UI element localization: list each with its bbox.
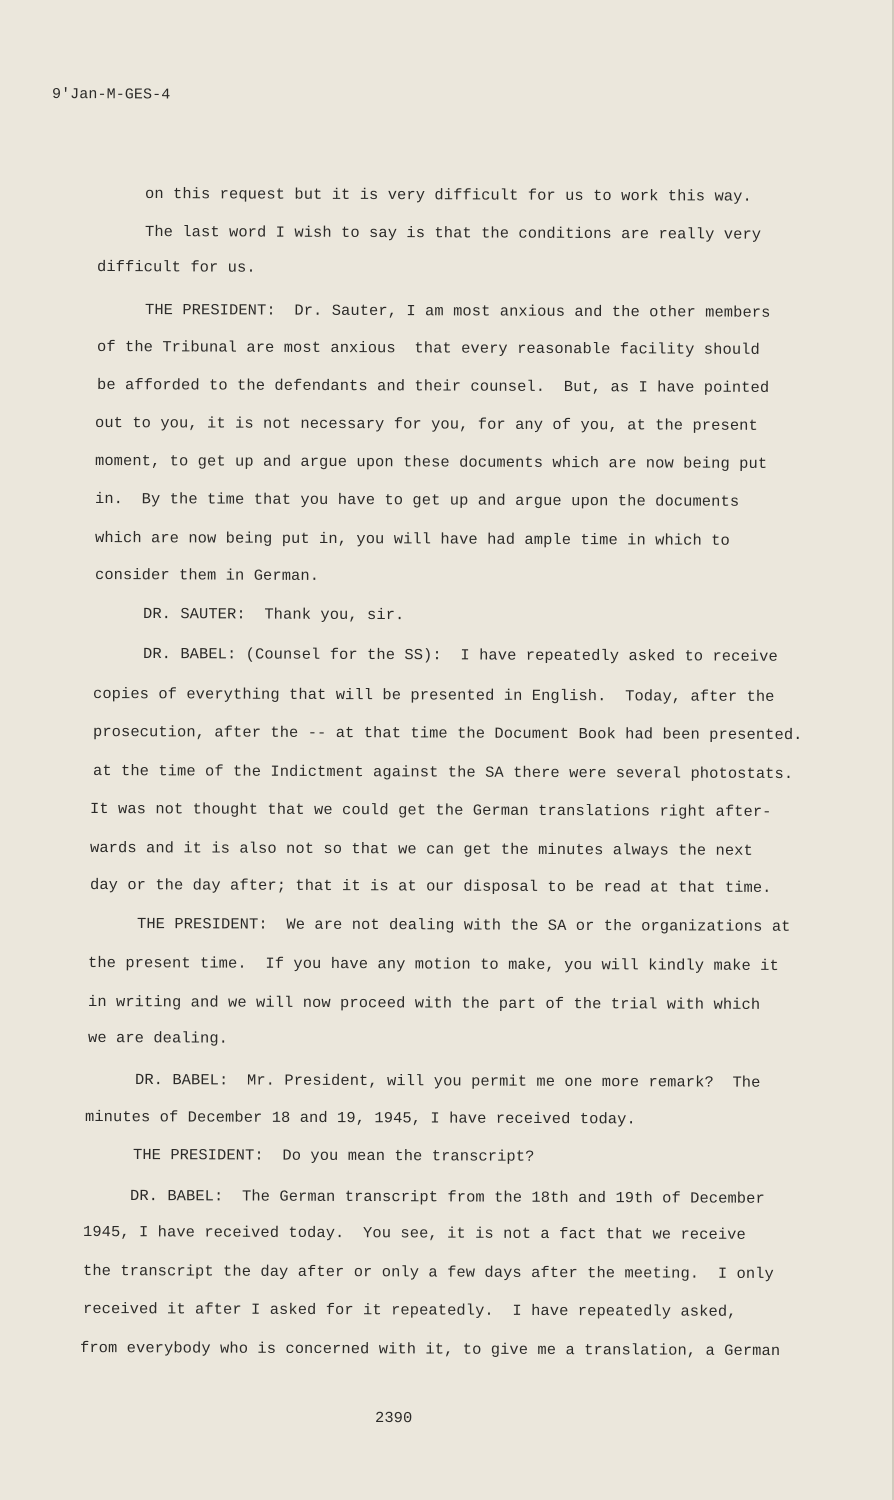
text-line: DR. BABEL: Mr. President, will you permit me one more remark? The [134, 1071, 761, 1092]
text-line: DR. BABEL: (Counsel for the SS): I have repeatedly asked to receive [142, 645, 778, 666]
text-line: difficult for us. [96, 258, 256, 277]
text-line: THE PRESIDENT: Dr. Sauter, I am most anxious and the other members [144, 301, 771, 322]
text-line: in. By the time that you have to get up and argue upon the documents [94, 490, 740, 511]
text-line: prosecution, after the -- at that time the Document Book had been presented. [92, 723, 803, 745]
text-line: day or the day after; that it is at our disposal to be read at that time. [89, 876, 772, 897]
text-line: It was not thought that we could get the German translations right after- [89, 800, 772, 821]
text-line: DR. BABEL: The German transcript from the 18th and 19th of December [129, 1187, 765, 1208]
text-line: The last word I wish to say is that the conditions are really very [144, 223, 762, 244]
text-line: the present time. If you have any motion to make, you will kindly make it [87, 954, 779, 976]
text-line: the transcript the day after or only a few days after the meeting. I only [82, 1262, 774, 1284]
text-line: DR. SAUTER: Thank you, sir. [142, 605, 405, 625]
text-line: out to you, it is not necessary for you, for any of you, at the present [94, 414, 758, 435]
text-line: received it after I asked for it repeatedly. I have repeatedly asked, [82, 1300, 737, 1321]
text-line: THE PRESIDENT: We are not dealing with the SA or the organizations at [136, 915, 791, 936]
text-line: at the time of the Indictment against the SA there were several photostats. [92, 762, 794, 784]
text-line: of the Tribunal are most anxious that every reasonable facility should [96, 338, 760, 359]
text-line: we are dealing. [87, 1029, 229, 1048]
page-number: 2390 [374, 1409, 413, 1428]
text-line: moment, to get up and argue upon these documents which are now being put [94, 452, 768, 473]
text-line: THE PRESIDENT: Do you mean the transcript? [132, 1146, 535, 1166]
text-line: consider them in German. [94, 566, 320, 585]
text-line: on this request but it is very difficult for us to work this way. [144, 185, 752, 206]
text-line: copies of everything that will be presented in English. Today, after the [92, 685, 775, 706]
text-line: minutes of December 18 and 19, 1945, I have received today. [84, 1108, 636, 1129]
text-line: which are now being put in, you will have had ample time in which to [94, 529, 730, 550]
text-line: wards and it is also not so that we can get the minutes always the next [89, 839, 753, 860]
text-line: from everybody who is concerned with it, to give me a translation, a German [79, 1339, 781, 1361]
document-header-code: 9′Jan-M-GES-4 [51, 86, 171, 104]
text-line: 1945, I have received today. You see, it is not a fact that we receive [82, 1223, 746, 1244]
text-line: in writing and we will now proceed with the part of the trial with which [87, 993, 761, 1014]
text-line: be afforded to the defendants and their counsel. But, as I have pointed [96, 376, 770, 397]
